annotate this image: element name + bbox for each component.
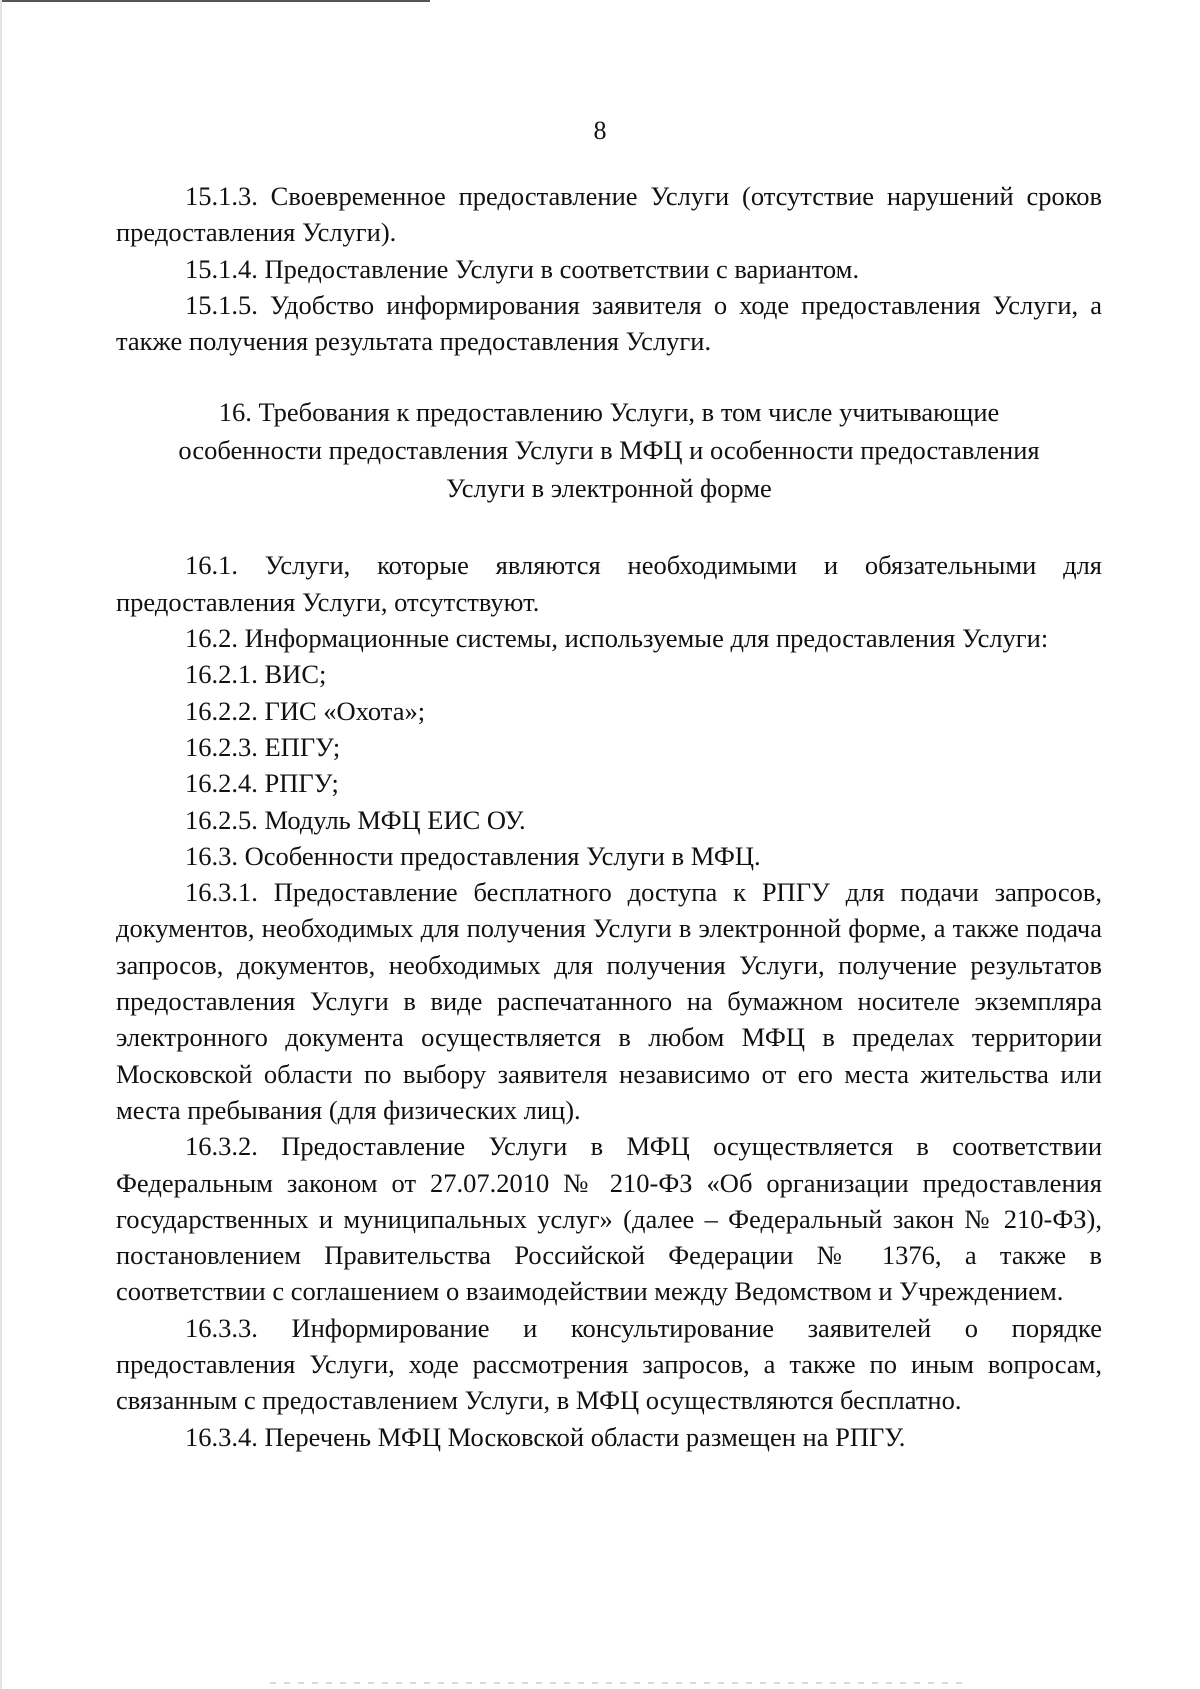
paragraph-16-3-1: 16.3.1. Предоставление бесплатного доступа к РПГУ для подачи запросов, документов, необходимых для получения Услуги в электронной форме, а также подача запросов, документов, необходимых для получения Услуги, получение результатов предоставления Услуги в виде распечатанного на бумажном носителе экземпляра электронного документа осуществляется в любом МФЦ в пределах территории Московской области по выбору заявителя независимо от его места жительства или места пребывания (для физических лиц). bbox=[116, 877, 1102, 1125]
paragraph-16-3-2: 16.3.2. Предоставление Услуги в МФЦ осуществляется в соответствии Федеральным законом от 27.07.2010 № 210-ФЗ «Об организации предоставления государственных и муниципальных услуг» (далее – Федеральный закон № 210-ФЗ), постановлением Правительства Российской Федерации № 1376, а также в соответствии с соглашением о взаимодействии между Ведомством и Учреждением. bbox=[116, 1131, 1102, 1307]
page-number: 8 bbox=[593, 116, 607, 145]
paragraph-16-2-2: 16.2.2. ГИС «Охота»; bbox=[185, 695, 426, 726]
heading-line: Услуги в электронной форме bbox=[446, 473, 772, 504]
scan-noise-bottom bbox=[270, 1682, 970, 1684]
scan-edge-left bbox=[0, 0, 2, 1689]
scan-edge-top bbox=[0, 0, 430, 2]
paragraph-16-2-4: 16.2.4. РПГУ; bbox=[185, 768, 339, 799]
paragraph-16-3-4: 16.3.4. Перечень МФЦ Московской области размещен на РПГУ. bbox=[185, 1421, 906, 1452]
paragraph-16-2-5: 16.2.5. Модуль МФЦ ЕИС ОУ. bbox=[185, 804, 526, 835]
paragraph-16-2-1: 16.2.1. ВИС; bbox=[185, 659, 327, 690]
paragraph-16-1: 16.1. Услуги, которые являются необходимыми и обязательными для предоставления Услуги, отсутствуют. bbox=[116, 550, 1102, 617]
paragraph-16-2: 16.2. Информационные системы, используемые для предоставления Услуги: bbox=[185, 623, 1049, 654]
heading-line: 16. Требования к предоставлению Услуги, в том числе учитывающие bbox=[218, 397, 1000, 428]
paragraph-16-3-3: 16.3.3. Информирование и консультирование заявителей о порядке предоставления Услуги, ходе рассмотрения запросов, а также по иным вопросам, связанным с предоставлением Услуги, в МФЦ осуществляются бесплатно. bbox=[116, 1312, 1102, 1416]
heading-line: особенности предоставления Услуги в МФЦ и особенности предоставления bbox=[178, 435, 1040, 466]
document-body bbox=[116, 178, 1102, 1455]
paragraph-16-3: 16.3. Особенности предоставления Услуги в МФЦ. bbox=[185, 840, 761, 871]
section-16-heading bbox=[116, 393, 1102, 507]
paragraph-15-1-4: 15.1.4. Предоставление Услуги в соответствии с вариантом. bbox=[185, 253, 860, 284]
paragraph-16-2-3: 16.2.3. ЕПГУ; bbox=[185, 731, 341, 762]
paragraph-15-1-3: 15.1.3. Своевременное предоставление Услуги (отсутствие нарушений сроков предоставления Услуги). bbox=[116, 181, 1102, 248]
paragraph-15-1-5: 15.1.5. Удобство информирования заявителя о ходе предоставления Услуги, а также получения результата предоставления Услуги. bbox=[116, 289, 1102, 357]
